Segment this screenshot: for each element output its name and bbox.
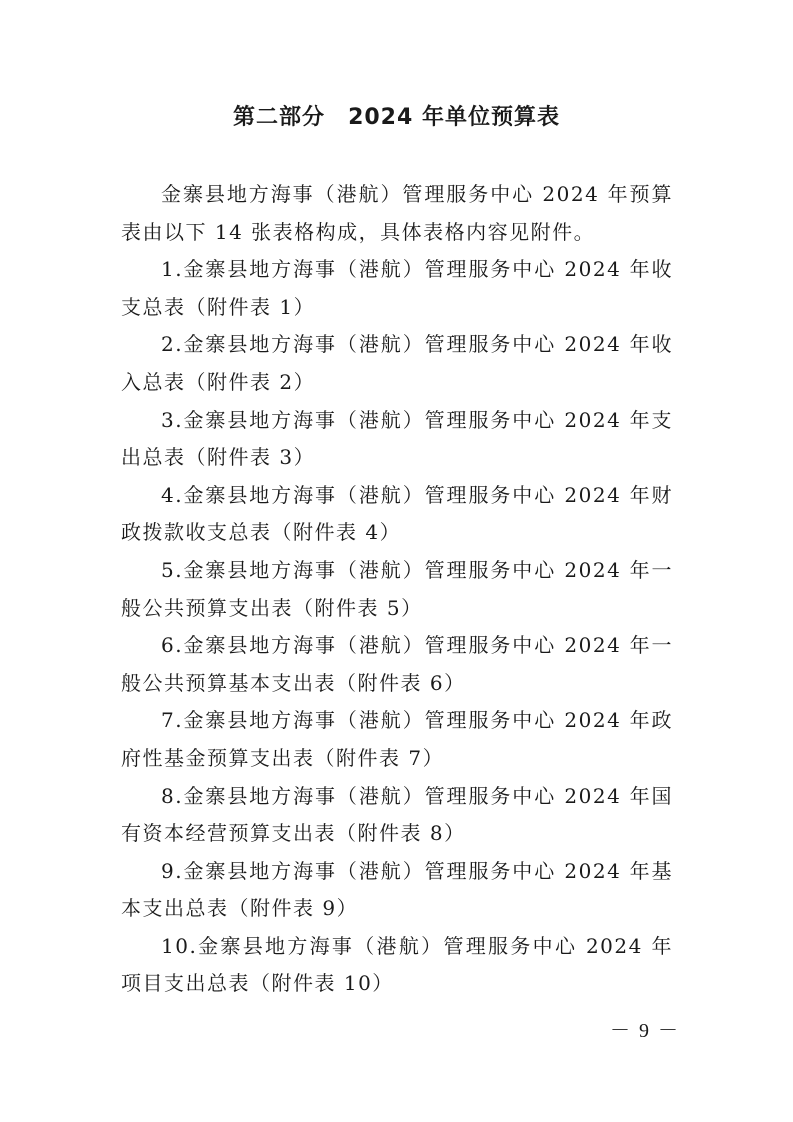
list-item: 8.金寨县地方海事（港航）管理服务中心 2024 年国有资本经营预算支出表（附件表 8） <box>121 783 673 846</box>
title-part: 第二部分 <box>233 105 326 130</box>
list-item: 1.金寨县地方海事（港航）管理服务中心 2024 年收支总表（附件表 1） <box>121 257 673 319</box>
list-item: 2.金寨县地方海事（港航）管理服务中心 2024 年收入总表（附件表 2） <box>121 332 673 394</box>
list-item: 3.金寨县地方海事（港航）管理服务中心 2024 年支出总表（附件表 3） <box>121 407 673 470</box>
title-gap <box>325 105 348 130</box>
list-item: 9.金寨县地方海事（港航）管理服务中心 2024 年基本支出总表（附件表 9） <box>121 858 673 921</box>
list-item: 6.金寨县地方海事（港航）管理服务中心 2024 年一般公共预算基本支出表（附件表 6） <box>121 633 673 695</box>
page-title <box>0 100 793 136</box>
list-item: 7.金寨县地方海事（港航）管理服务中心 2024 年政府性基金预算支出表（附件表 7） <box>121 708 673 770</box>
title-year: 2024 年单位预算表 <box>348 105 560 130</box>
list-item: 4.金寨县地方海事（港航）管理服务中心 2024 年财政拨款收支总表（附件表 4） <box>121 482 673 545</box>
document-body <box>121 176 673 1003</box>
intro-paragraph: 金寨县地方海事（港航）管理服务中心 2024 年预算表由以下 14 张表格构成，具体表格内容见附件。 <box>121 182 673 244</box>
page-number: － 9 － <box>610 1020 680 1042</box>
list-item: 10.金寨县地方海事（港航）管理服务中心 2024 年项目支出总表（附件表 10） <box>121 933 673 996</box>
list-item: 5.金寨县地方海事（港航）管理服务中心 2024 年一般公共预算支出表（附件表 5） <box>121 557 673 620</box>
